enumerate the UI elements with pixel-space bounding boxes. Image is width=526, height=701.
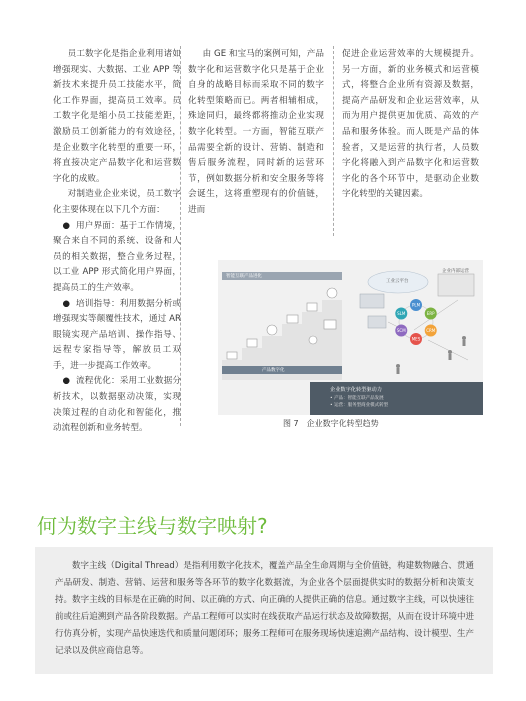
bullet-icon: ● [62, 220, 71, 231]
enterprise-label: 企业内部运营 [442, 269, 469, 274]
bullet-text: 用户界面：基于工作情境，聚合来自不同的系统、设备和人员的相关数据，整合业务过程，以工业 APP 形式简化用户界面，提高员工的生产效率。 [53, 220, 181, 293]
bullet-icon: ● [62, 376, 71, 387]
product-icon [267, 325, 277, 335]
bullet-item [53, 297, 181, 375]
section-heading: 何为数字主线与数字映射? [37, 514, 268, 538]
connector-line [428, 340, 468, 360]
text-column-1 [53, 47, 181, 437]
definition-box [35, 547, 493, 674]
person-icon [397, 368, 400, 374]
paragraph: 员工数字化是指企业利用诸如增强现实、大数据、工业 APP 等新技术来提升员工技能水平，简化工作界面，提高员工效率。员工数字化是缩小员工技能差距，激励员工创新能力的有效途径，是企业数字化转型的重要一环，将直接决定产品数字化和运营数字化的成败。 [53, 49, 181, 184]
enterprise-building-icon [438, 274, 474, 296]
factory-icon [368, 316, 386, 328]
operations-point: • 运营：服务型商业模式转型 [330, 403, 389, 408]
paragraph: 促进企业运营效率的大规模提升。另一方面，新的业务模式和运营模式，将整合企业所有资源及数据，提高产品研发和企业运营效率，从而为用户提供更加优质、高效的产品和服务体验。而人既是产品的体验者，又是运营的执行者，人员数字化将融入到产品数字化和运营数字化的各个环节中，是驱动企业数字化转型的关键因素。 [342, 49, 479, 200]
paragraph: 由 GE 和宝马的案例可知，产品数字化和运营数字化只是基于企业自身的战略目标而采取不同的数字化转型策略而已。两者相辅相成，殊途同归，最终都将推动企业实现数字化转型。一方面，智能互联产品需要全新的设计、营销、制造和售后服务流程，同时新的运营环节，例如数据分析和安全服务等将会诞生，这将重塑现有的价值链，进而 [188, 49, 324, 215]
hub-node-label: PLM [411, 302, 421, 308]
product-icon [307, 303, 317, 311]
paragraph: 对制造业企业来说，员工数字化主要体现在以下几个方面： [53, 189, 181, 215]
hub-node-label: SCM [396, 328, 406, 333]
bullet-item [53, 374, 181, 436]
definition-text: 数字主线（Digital Thread）是指利用数字化技术，覆盖产品全生命周期与全价值链，构建数物融合、贯通产品研发、制造、营销、运营和服务等各环节的数字化数据流，为企业各个层面提供实时的数据分析和决策支持。数字主线的目标是在正确的时间、以正确的方式、向正确的人提供正确的信息。通过数字主线，可以快速往前或往后追溯到产品各阶段数据。产品工程师可以实时在线获取产品运行状态及故障数据，从而在设计环境中进行仿真分析，实现产品快速迭代和质量问题闭环；服务工程师可在服务现场快速追溯产品结构、设计模型、生产记录以及供应商信息等。 [55, 561, 474, 657]
product-icon [327, 288, 337, 298]
bullet-item [53, 219, 181, 297]
text-column-3 [342, 47, 479, 203]
hub-node-label: CRM [426, 328, 436, 333]
figure-caption: 图 7 企业数字化转型趋势 [283, 419, 379, 428]
hub-node-label: MES [411, 336, 421, 342]
cloud-label: 工业云平台 [386, 279, 409, 284]
transformation-figure [218, 260, 483, 415]
product-icon [247, 339, 257, 347]
product-digital-label: 产品数字化 [262, 368, 285, 373]
person-icon [396, 364, 400, 368]
product-icon [309, 336, 317, 344]
person-icon [448, 350, 452, 354]
operations-point: • 产品：智能互联产品发展 [330, 396, 384, 401]
system-hub [395, 299, 436, 345]
person-icon [462, 336, 466, 340]
operations-title: 企业数字化转型驱动力 [330, 387, 382, 393]
bullet-icon: ● [62, 298, 71, 309]
bullet-text: 流程优化：采用工业数据分析技术，以数据驱动决策，实现决策过程的自动化和智能化，推动流程创新和业务转型。 [53, 376, 181, 434]
product-icon [227, 352, 237, 359]
hub-node-label: ERP [426, 311, 435, 316]
person-icon [463, 340, 466, 346]
person-icon [449, 354, 452, 360]
factory-icon [360, 294, 384, 308]
bullet-text: 培训指导：利用数据分析或增强现实等颠覆性技术，通过 AR 眼镜实现产品培训、操作指导、远程专家指导等，解放员工双手，进一步提高工作效率。 [53, 298, 181, 371]
column-divider [333, 46, 334, 236]
product-evolution-label: 智能互联产品进化 [226, 274, 262, 279]
product-icon [287, 315, 298, 323]
product-icon [324, 320, 336, 329]
hub-node-label: SLM [397, 311, 406, 316]
text-column-2 [188, 47, 324, 219]
